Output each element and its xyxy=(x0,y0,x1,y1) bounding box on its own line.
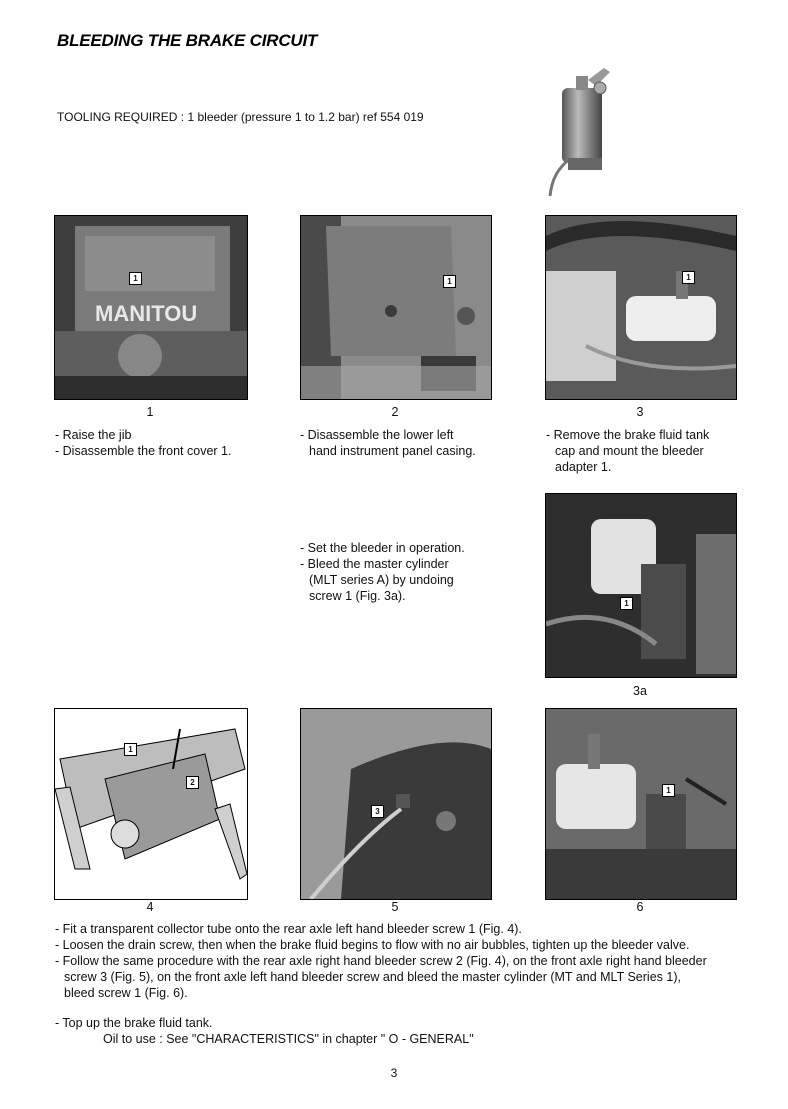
step-text-fig3a: - Set the bleeder in operation. - Bleed the master cylinder (MLT series A) by undoing screw 1 (Fig. 3a). xyxy=(300,541,465,603)
figure-3a-photo xyxy=(545,493,737,678)
step-text-fig3: - Remove the brake fluid tank cap and mount the bleeder adapter 1. xyxy=(546,428,710,474)
figure-2-caption: 2 xyxy=(391,405,399,419)
figure-5-caption: 5 xyxy=(391,900,399,914)
bleeder-tool-image xyxy=(540,58,620,198)
manitou-logo: MANITOU xyxy=(95,301,198,326)
figure-3-photo xyxy=(545,215,737,400)
figure-4-caption: 4 xyxy=(146,900,154,914)
figure-3-caption: 3 xyxy=(636,405,644,419)
bleeding-procedure-text: - Fit a transparent collector tube onto the rear axle left hand bleeder screw 1 (Fig. 4). - Loosen the drain screw, then when the brake fluid begins to flow with no air bubbles, tighten up the bleeder valve. - Follow the same procedure with the rear axle right hand bleeder screw 2 (Fig. 4), on the front axle right hand bleeder screw 3 (Fig. 5), on the front axle left hand bleeder screw and bleed the master cylinder (MT and MLT Series 1), bleed screw 1 (Fig. 6). - Top up the brake fluid tank. Oil to use : See "CHARACTERISTICS" in chapter " O - GENERAL" xyxy=(55,922,707,1046)
figure-2-callout: 1 xyxy=(443,275,456,288)
figure-3-callout: 1 xyxy=(682,271,695,284)
figure-6-callout: 1 xyxy=(662,784,675,797)
figure-1-caption: 1 xyxy=(146,405,154,419)
figure-6-photo xyxy=(545,708,737,900)
tooling-required: TOOLING REQUIRED : 1 bleeder (pressure 1 to 1.2 bar) ref 554 019 xyxy=(57,110,424,124)
page-title: BLEEDING THE BRAKE CIRCUIT xyxy=(57,31,318,50)
figure-2-photo xyxy=(300,215,492,400)
figure-4-callout-2: 2 xyxy=(186,776,199,789)
step-text-fig2: - Disassemble the lower left hand instrument panel casing. xyxy=(300,428,476,458)
figure-4-callout-1: 1 xyxy=(124,743,137,756)
figure-1-photo xyxy=(54,215,248,400)
figure-1-callout: 1 xyxy=(129,272,142,285)
figure-4-photo xyxy=(54,708,248,900)
figure-5-photo xyxy=(300,708,492,900)
figure-3a-caption: 3a xyxy=(633,684,647,698)
figure-3a-callout: 1 xyxy=(620,597,633,610)
step-text-fig1: - Raise the jib - Disassemble the front cover 1. xyxy=(55,428,232,458)
figure-5-callout: 3 xyxy=(371,805,384,818)
figure-6-caption: 6 xyxy=(636,900,644,914)
page-number: 3 xyxy=(390,1066,398,1080)
